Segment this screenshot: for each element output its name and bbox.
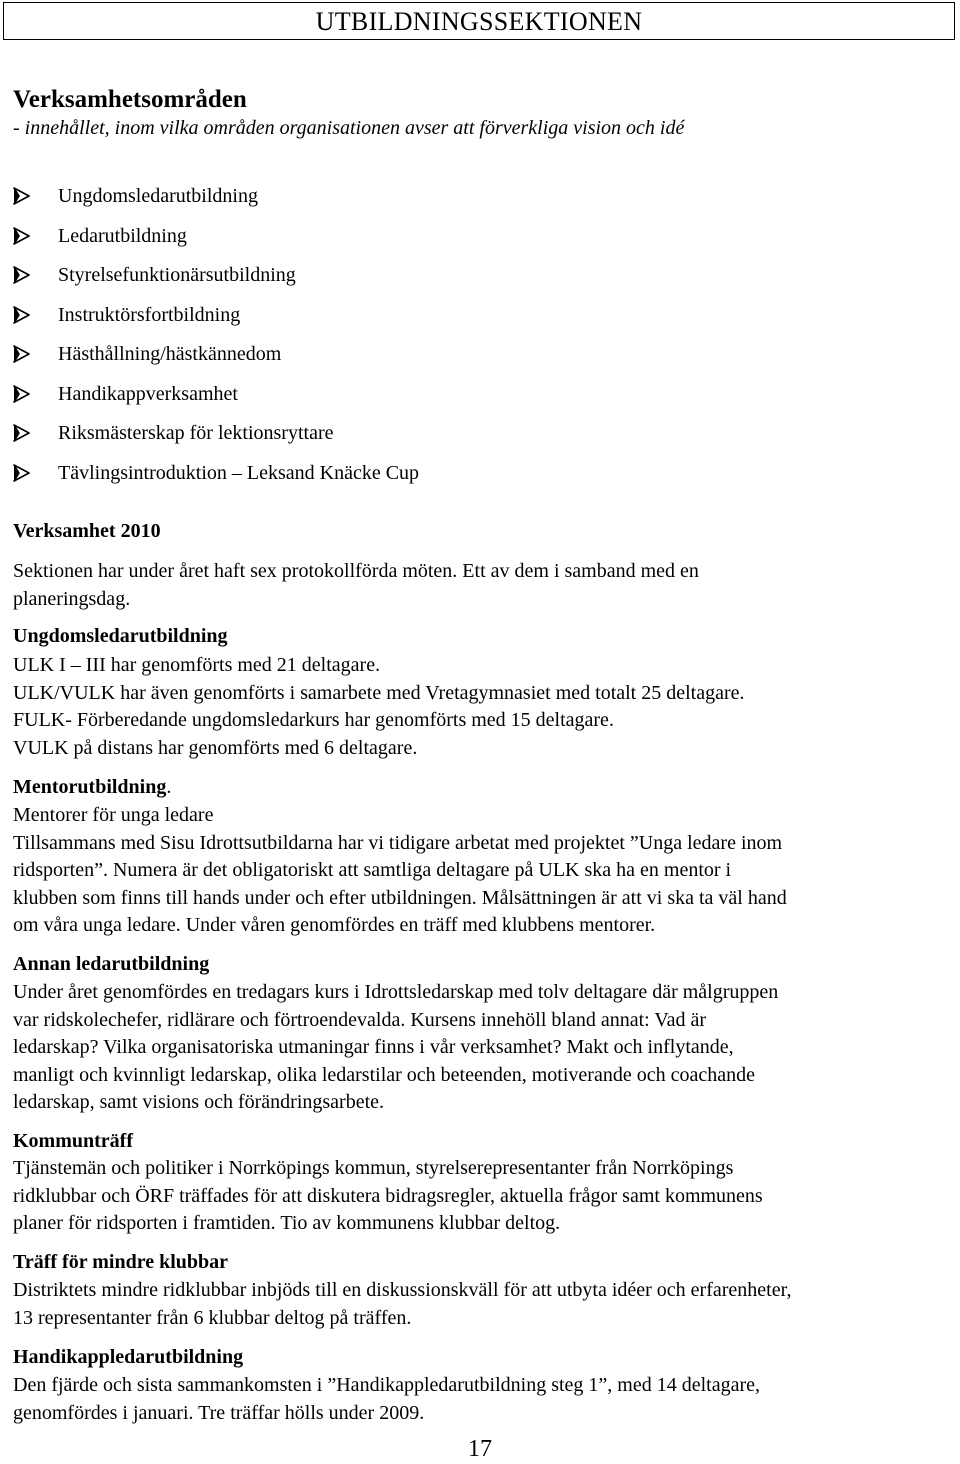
heading-annan-ledarutbildning: Annan ledarutbildning [13,953,210,975]
arrow-bullet-icon [13,385,31,403]
heading-traff-mindre-klubbar: Träff för mindre klubbar [13,1251,229,1273]
arrow-bullet-icon [13,464,31,482]
mindre-text: Distriktets mindre ridklubbar inbjöds till en diskussionskväll för att utbyta idéer och erfarenheter, 13 representanter från 6 klubbar deltog på träffen. [13,1279,792,1329]
arrow-bullet-icon [13,424,31,442]
list-item: Instruktörsfortbildning [13,304,419,344]
handikapp-text: Den fjärde och sista sammankomsten i ”Handikappledarutbildning steg 1”, med 14 deltagare, genomfördes i januari. Tre träffar hölls under 2009. [13,1374,761,1424]
arrow-bullet-icon [13,227,31,245]
page-number: 17 [468,1436,492,1462]
heading-mentorutbildning: Mentorutbildning. [13,776,172,798]
heading-handikappledarutbildning: Handikappledarutbildning [13,1346,244,1368]
list-item: Handikappverksamhet [13,383,419,423]
page-title: UTBILDNINGSSEKTIONEN [315,7,643,36]
verksamhet-text: Sektionen har under året haft sex protokollförda möten. Ett av dem i samband med en planeringsdag. [13,560,699,610]
list-item: Styrelsefunktionärsutbildning [13,264,419,304]
ungdom-text: ULK I – III har genomförts med 21 deltagare. ULK/VULK har även genomförts i samarbete med Vretagymnasiet med totalt 25 deltagare. FULK- Förberedande ungdomsledarkurs har genomförts med 15 deltagare. VULK på distans har genomförts med 6 deltagare. [13,654,745,759]
list-item: Riksmästerskap för lektionsryttare [13,422,419,462]
mentor-text: Mentorer för unga ledare Tillsammans med Sisu Idrottsutbildarna har vi tidigare arbetat med projektet ”Unga ledare inom ridsporten”. Numera är det obligatoriskt att samtliga deltagare på ULK ska ha en mentor i klubben som finns till hands under och efter utbildningen. Målsättningen är att vi ska ta väl hand om våra unga ledare. Under våren genomfördes en träff med klubbens mentorer. [13,804,787,936]
arrow-bullet-icon [13,187,31,205]
kommun-text: Tjänstemän och politiker i Norrköpings kommun, styrelserepresentanter från Norrköpings ridklubbar och ÖRF träffades för att diskutera bidragsregler, aktuella frågor samt kommunens planer för ridsporten i framtiden. Tio av kommunens klubbar deltog. [13,1157,763,1234]
arrow-bullet-icon [13,306,31,324]
bullet-list [13,185,419,501]
heading-verksamhetsomraden: Verksamhetsområden [13,86,247,113]
heading-kommuntraff: Kommunträff [13,1130,133,1152]
list-item: Ledarutbildning [13,225,419,265]
heading-ungdomsledarutbildning: Ungdomsledarutbildning [13,625,228,647]
arrow-bullet-icon [13,266,31,284]
list-item: Hästhållning/hästkännedom [13,343,419,383]
subtitle: - innehållet, inom vilka områden organisationen avser att förverkliga vision och idé [13,117,685,139]
title-box [3,2,955,40]
arrow-bullet-icon [13,345,31,363]
list-item: Ungdomsledarutbildning [13,185,419,225]
heading-verksamhet-2010: Verksamhet 2010 [13,520,161,542]
annan-text: Under året genomfördes en tredagars kurs i Idrottsledarskap med tolv deltagare där målgruppen var ridskolechefer, ridlärare och förtroendevalda. Kursens innehöll bland annat: Vad är ledarskap? Vilka organisatoriska utmaningar finns i vår verksamhet? Makt och inflytande, manligt och kvinnligt ledarskap, olika ledarstilar och beteenden, motiverande och coachande ledarskap, samt visions och förändringsarbete. [13,981,779,1113]
list-item: Tävlingsintroduktion – Leksand Knäcke Cup [13,462,419,502]
